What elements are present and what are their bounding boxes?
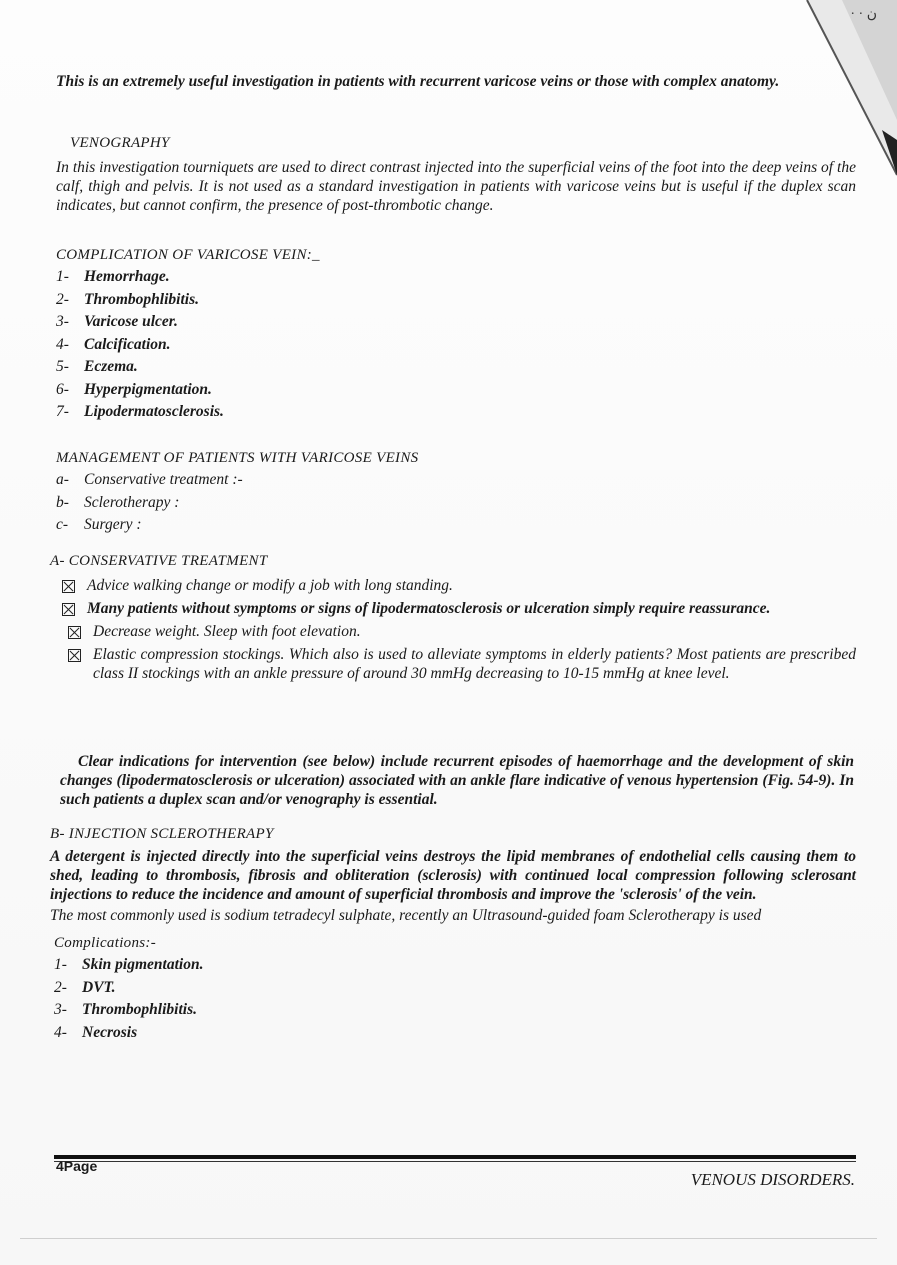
list-item: a- Conservative treatment :- [56,471,243,488]
page-bottom-rule [20,1238,877,1239]
management-section [56,450,856,537]
venography-section [56,135,856,215]
list-item: c- Surgery : [56,516,142,533]
list-item: 3- Thrombophlibitis. [54,1001,197,1018]
list-item: 1- Skin pigmentation. [54,956,204,973]
venography-heading: VENOGRAPHY [70,135,170,151]
conservative-section [50,553,856,687]
list-item: Advice walking change or modify a job with long standing. [62,576,856,595]
list-item: 7- Lipodermatosclerosis. [56,403,224,420]
list-item: 4- Necrosis [54,1023,138,1041]
complications-list [56,266,856,424]
intro-section [56,72,856,91]
complications-section [56,247,856,424]
indications-section [60,752,854,809]
conservative-heading: A- CONSERVATIVE TREATMENT [50,553,268,569]
list-item: b- Sclerotherapy : [56,493,180,511]
injection-agent-paragraph: The most commonly used is sodium tetradecyl sulphate, recently an Ultrasound-guided foam Sclerotherapy is used [50,907,762,924]
list-item: 3- Varicose ulcer. [56,313,178,330]
footer-rule-thin [54,1161,856,1162]
injection-complications-label: Complications:- [54,935,156,951]
list-item: Many patients without symptoms or signs of lipodermatosclerosis or ulceration simply require reassurance. [62,599,856,618]
list-item: 2- DVT. [54,978,116,996]
injection-heading: B- INJECTION SCLEROTHERAPY [50,826,274,842]
list-item: Elastic compression stockings. Which also is used to alleviate symptoms in elderly patients? Most patients are prescribed class II stockings with an ankle pressure of around 30 mmHg decreasing to 10-15 mmHg at knee level. [62,645,856,683]
injection-complications-list [50,954,856,1044]
list-item: 2- Thrombophlibitis. [56,290,199,308]
indications-paragraph: Clear indications for intervention (see below) include recurrent episodes of haemorrhage and the development of skin changes (lipodermatosclerosis or ulceration) associated with an ankle flare indicative of venous hypertension (Fig. 54-9). In such patients a duplex scan and/or venography is essential. [60,753,854,808]
injection-paragraph: A detergent is injected directly into the superficial veins destroys the lipid membranes of endothelial cells causing them to shed, leading to thrombosis, fibrosis and obliteration (sclerosis) with continued local compression following sclerosant injections to reduce the incidence and amount of superficial thrombosis and improve the 'sclerosis' of the vein. [50,848,856,903]
venography-paragraph: In this investigation tourniquets are used to direct contrast injected into the superficial veins of the foot into the deep veins of the calf, thigh and pelvis. It is not used as a standard investigation in patients with varicose veins but is useful if the duplex scan indicates, but cannot confirm, the presence of post-thrombotic change. [56,159,856,214]
chapter-title: VENOUS DISORDERS. [690,1170,855,1189]
intro-paragraph: This is an extremely useful investigation in patients with recurrent varicose veins or those with complex anatomy. [56,73,780,90]
list-item: 5- Eczema. [56,358,138,375]
complications-heading: COMPLICATION OF VARICOSE VEIN:_ [56,247,320,263]
injection-section [50,826,856,1044]
list-item: Decrease weight. Sleep with foot elevation. [62,622,856,641]
checkbox-x-icon [62,603,75,616]
checkbox-x-icon [68,649,81,662]
footer-rule [54,1155,856,1159]
list-item: 1- Hemorrhage. [56,268,170,285]
management-heading: MANAGEMENT OF PATIENTS WITH VARICOSE VEINS [56,450,419,466]
checkbox-x-icon [68,626,81,639]
checkbox-x-icon [62,580,75,593]
corner-marks: · · ن [850,7,877,22]
list-item: 6- Hyperpigmentation. [56,380,212,398]
conservative-bullets [50,576,856,683]
list-item: 4- Calcification. [56,335,171,353]
management-list [56,469,856,537]
page-number: 4Page [56,1158,98,1174]
